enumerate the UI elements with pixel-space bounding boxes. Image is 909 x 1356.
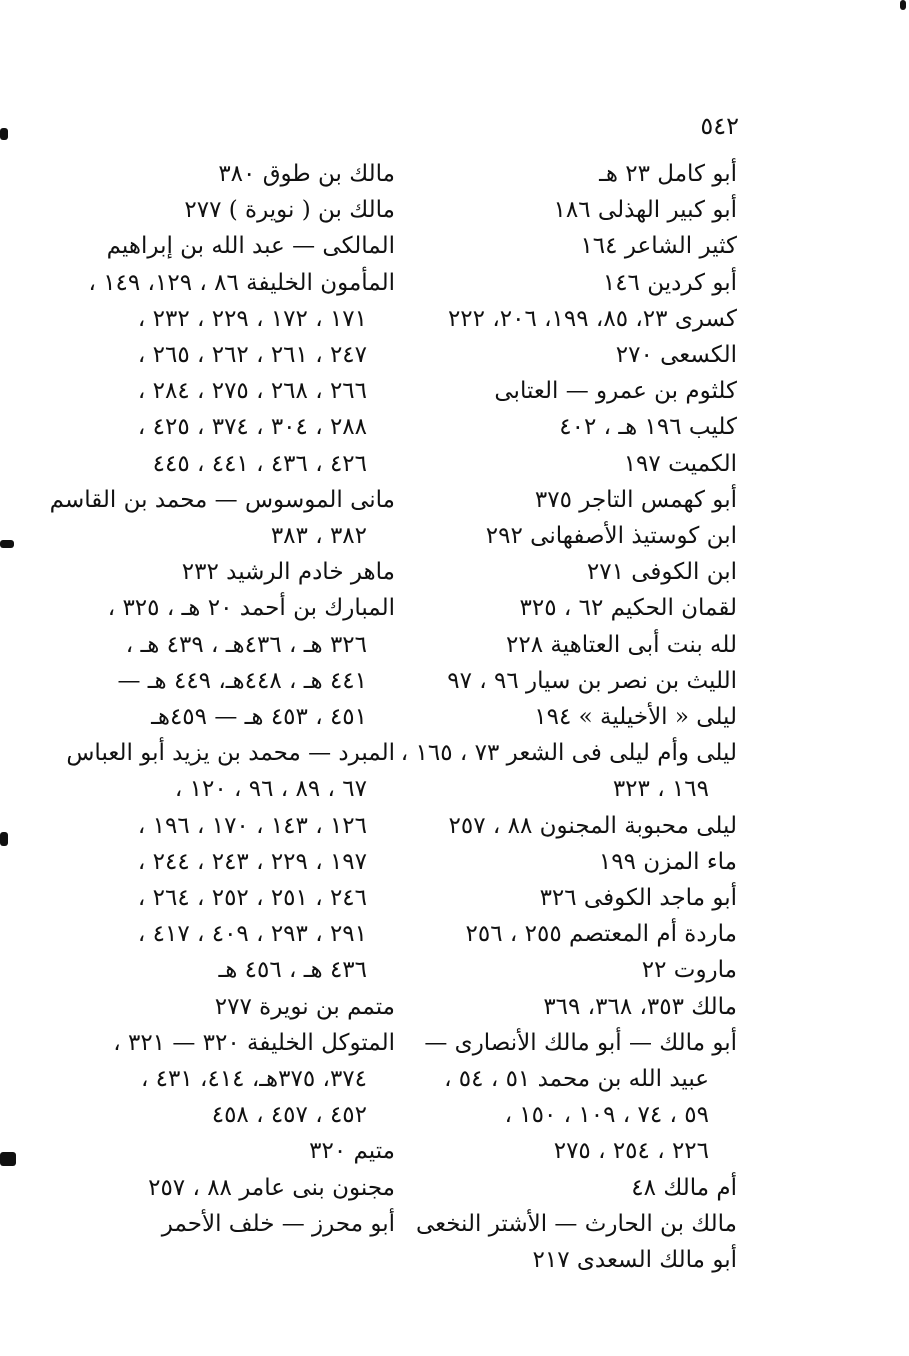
- index-entry: ليلى وأم ليلى فى الشعر ٧٣ ، ١٦٥ ،: [400, 740, 737, 767]
- index-entry: ابن كوستيذ الأصفهانى ٢٩٢: [485, 523, 737, 550]
- index-entry: مالك بن الحارث — الأشتر النخعى: [415, 1210, 737, 1237]
- index-entry: كسرى ٢٣، ٨٥، ١٩٩، ٢٠٦، ٢٢٢: [447, 305, 737, 332]
- index-entry: ليلى محبوبة المجنون ٨٨ ، ٢٥٧: [448, 812, 737, 839]
- index-entry: الليث بن نصر بن سيار ٩٦ ، ٩٧: [447, 667, 737, 694]
- index-entry: ٢٨٨ ، ٣٠٤ ، ٣٧٤ ، ٤٢٥ ،: [137, 414, 367, 441]
- scan-edge-mark: [0, 1152, 16, 1166]
- index-column-right: [400, 156, 737, 1278]
- index-entry: أبو كهمس التاجر ٣٧٥: [534, 486, 737, 513]
- index-entry: ١٦٩ ، ٣٢٣: [612, 776, 709, 803]
- index-entry: ١٢٦ ، ١٤٣ ، ١٧٠ ، ١٩٦ ،: [137, 812, 367, 839]
- index-entry: ٤٥٢ ، ٤٥٧ ، ٤٥٨: [211, 1102, 367, 1129]
- index-entry: ابن الكوفى ٢٧١: [586, 559, 737, 586]
- index-entry: كليب ١٩٦ هـ ، ٤٠٢: [559, 414, 737, 441]
- index-entry: ماهر خادم الرشيد ٢٣٢: [181, 559, 395, 586]
- scan-edge-mark: [0, 128, 8, 140]
- index-entry: متيم ٣٢٠: [309, 1138, 395, 1165]
- index-entry: أم مالك ٤٨: [631, 1174, 737, 1201]
- index-entry: أبو كامل ٢٣ هـ: [599, 161, 737, 187]
- index-entry: مانى الموسوس — محمد بن القاسم: [49, 486, 395, 513]
- index-entry: ٣٧٤، ٣٧٥هـ، ٤١٤، ٤٣١ ،: [140, 1066, 367, 1093]
- index-entry: ٢٩١ ، ٢٩٣ ، ٤٠٩ ، ٤١٧ ،: [137, 921, 367, 948]
- index-entry: ٤٥١ ، ٤٥٣ هـ — ٤٥٩هـ: [151, 704, 367, 731]
- index-entry: المالكى — عبد الله بن إبراهيم: [106, 233, 395, 260]
- index-entry: أبو مالك — أبو مالك الأنصارى —: [424, 1029, 737, 1056]
- index-entry: ١٩٧ ، ٢٢٩ ، ٢٤٣ ، ٢٤٤ ،: [137, 848, 367, 875]
- index-entry: أبو كبير الهذلى ١٨٦: [553, 197, 737, 224]
- index-entry: لقمان الحكيم ٦٢ ، ٣٢٥: [519, 595, 737, 622]
- index-entry: مالك بن طوق ٣٨٠: [218, 161, 395, 187]
- index-entry: أبو مالك السعدى ٢١٧: [532, 1247, 737, 1274]
- index-entry: ٤٤١ هـ ، ٤٤٨هـ، ٤٤٩ هـ —: [117, 667, 367, 694]
- index-entry: ٢٦٦ ، ٢٦٨ ، ٢٧٥ ، ٢٨٤ ،: [137, 378, 367, 405]
- index-entry: لله بنت أبى العتاهية ٢٢٨: [506, 631, 737, 658]
- scan-edge-mark: [0, 540, 14, 548]
- index-entry: ماردة أم المعتصم ٢٥٥ ، ٢٥٦: [465, 921, 737, 948]
- index-entry: ٦٧ ، ٨٩ ، ٩٦ ، ١٢٠ ،: [174, 776, 367, 803]
- index-entry: ١٧١ ، ١٧٢ ، ٢٢٩ ، ٢٣٢ ،: [137, 305, 367, 332]
- index-entry: مجنون بنى عامر ٨٨ ، ٢٥٧: [148, 1174, 395, 1201]
- index-column-left: [49, 156, 395, 1242]
- index-entry: كلثوم بن عمرو — العتابى: [494, 378, 737, 405]
- index-entry: ٢٤٦ ، ٢٥١ ، ٢٥٢ ، ٢٦٤ ،: [137, 885, 367, 912]
- index-entry: المتوكل الخليفة ٣٢٠ — ٣٢١ ،: [113, 1029, 395, 1056]
- index-entry: ٥٩ ، ٧٤ ، ١٠٩ ، ١٥٠ ،: [504, 1102, 709, 1129]
- index-entry: ٤٣٦ هـ ، ٤٥٦ هـ: [218, 957, 367, 984]
- index-entry: المبرد — محمد بن يزيد أبو العباس: [66, 740, 395, 767]
- page-number: ٥٤٢: [700, 112, 739, 140]
- index-entry: ليلى « الأخيلية » ١٩٤: [534, 704, 737, 731]
- index-entry: كثير الشاعر ١٦٤: [580, 233, 737, 260]
- index-entry: أبو محرز — خلف الأحمر: [161, 1210, 395, 1237]
- index-entry: أبو كردين ١٤٦: [602, 269, 737, 296]
- scan-edge-mark: [0, 832, 8, 846]
- index-entry: مالك بن ( نويرة ) ٢٧٧: [184, 197, 395, 224]
- index-entry: ٤٢٦ ، ٤٣٦ ، ٤٤١ ، ٤٤٥: [152, 450, 367, 477]
- scan-edge-mark: [900, 0, 906, 10]
- index-entry: ماء المزن ١٩٩: [598, 848, 737, 875]
- index-entry: أبو ماجد الكوفى ٣٢٦: [539, 885, 737, 912]
- index-entry: ماروت ٢٢: [641, 957, 737, 984]
- index-entry: ٣٨٢ ، ٣٨٣: [270, 523, 367, 550]
- index-entry: الكسعى ٢٧٠: [615, 342, 737, 369]
- index-entry: مالك ٣٥٣، ٣٦٨، ٣٦٩: [543, 993, 737, 1020]
- index-entry: المبارك بن أحمد ٢٠ هـ ، ٣٢٥ ،: [107, 595, 395, 622]
- index-entry: ٢٤٧ ، ٢٦١ ، ٢٦٢ ، ٢٦٥ ،: [137, 342, 367, 369]
- index-entry: عبيد الله بن محمد ٥١ ، ٥٤ ،: [444, 1066, 709, 1093]
- index-entry: المأمون الخليفة ٨٦ ، ١٢٩، ١٤٩ ،: [88, 269, 395, 296]
- index-entry: ٣٢٦ هـ ، ٤٣٦هـ ، ٤٣٩ هـ ،: [125, 631, 367, 658]
- index-entry: ٢٢٦ ، ٢٥٤ ، ٢٧٥: [553, 1138, 709, 1165]
- index-entry: متمم بن نويرة ٢٧٧: [214, 993, 395, 1020]
- index-entry: الكميت ١٩٧: [623, 450, 737, 477]
